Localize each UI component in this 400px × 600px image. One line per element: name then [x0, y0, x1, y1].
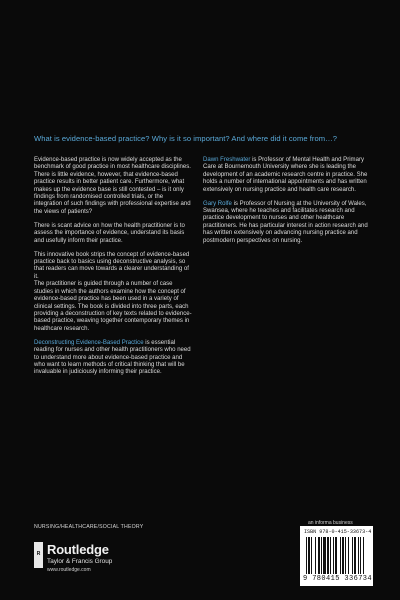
- isbn-barcode-panel: [300, 526, 373, 586]
- description-column: [34, 157, 192, 383]
- description-paragraph-3-text: This innovative book strips the concept of evidence-based practice back to basics using deconstructive analysis, so that readers can move towards a clearer understanding of it.: [34, 251, 190, 280]
- author-bio-1-text: is Professor of Mental Health and Primary Care at Bournemouth University where she is leading the development of an academic research centre in practice. She holds a number of international appointments and has written extensively on nursing practice and health care research.: [203, 157, 368, 193]
- description-paragraph-1: Evidence-based practice is now widely accepted as the benchmark of good practice in most healthcare disciplines. There is little evidence, however, that evidence-based practice results in better patient care. Furthermore, what makes up the evidence base is still contested – is it only findings from randomised controlled trials, or the integration of such findings with professional expertise and the views of patients?: [34, 157, 191, 215]
- description-paragraph-4: The practitioner is guided through a number of case studies in which the authors examine how the concept of evidence-based practice has been used in a variety of clinical settings. The book is divided into three parts, each providing a deconstruction of key texts related to evidence-based practice, weaving together contemporary themes in healthcare research.: [34, 281, 192, 332]
- book-title-highlight: Deconstructing Evidence-Based Practice: [34, 339, 144, 346]
- isbn-number: 9 780415 336734: [303, 575, 373, 583]
- author-bio-2: [203, 201, 373, 245]
- author-bio-2-text: is Professor of Nursing at the University of Wales, Swansea, where he teaches and facilitates research and practice development to nurses and other healthcare practitioners. He has particular interest in action research and has written extensively on advancing nursing practice and postmodern perspectives on nursing.: [203, 200, 368, 244]
- publisher-url: www.routledge.com: [47, 567, 91, 573]
- description-paragraph-2: There is scant advice on how the health practitioner is to assess the importance of evidence, understand its basis and usefully inform their practice.: [34, 222, 185, 244]
- author-bio-1: [203, 157, 373, 194]
- publisher-logo-mark: R: [36, 551, 41, 558]
- description-paragraph-3: [34, 252, 192, 282]
- publisher-name: Routledge: [47, 542, 109, 557]
- publisher-logo: [34, 542, 43, 568]
- publisher-group: Taylor & Francis Group: [47, 558, 113, 565]
- author-name-1: Dawn Freshwater: [203, 157, 251, 163]
- description-paragraph-5: [34, 340, 192, 377]
- informa-business-label: an informa business: [308, 520, 353, 526]
- author-name-2: Gary Rolfe: [203, 200, 232, 207]
- subject-category: NURSING/HEALTHCARE/SOCIAL THEORY: [34, 524, 144, 530]
- tagline: What is evidence-based practice? Why is it so important? And where did it come from…?: [34, 134, 338, 143]
- description-paragraph-5-text: is essential reading for nurses and other health practitioners who need to understand more about evidence-based practice and who want to learn methods of critical thinking that will be invaluable in judiciously informing their practice.: [34, 339, 191, 376]
- barcode-icon: [306, 537, 367, 574]
- author-bios-column: [203, 157, 373, 252]
- isbn-label: ISBN 978-0-415-33673-4: [304, 529, 372, 535]
